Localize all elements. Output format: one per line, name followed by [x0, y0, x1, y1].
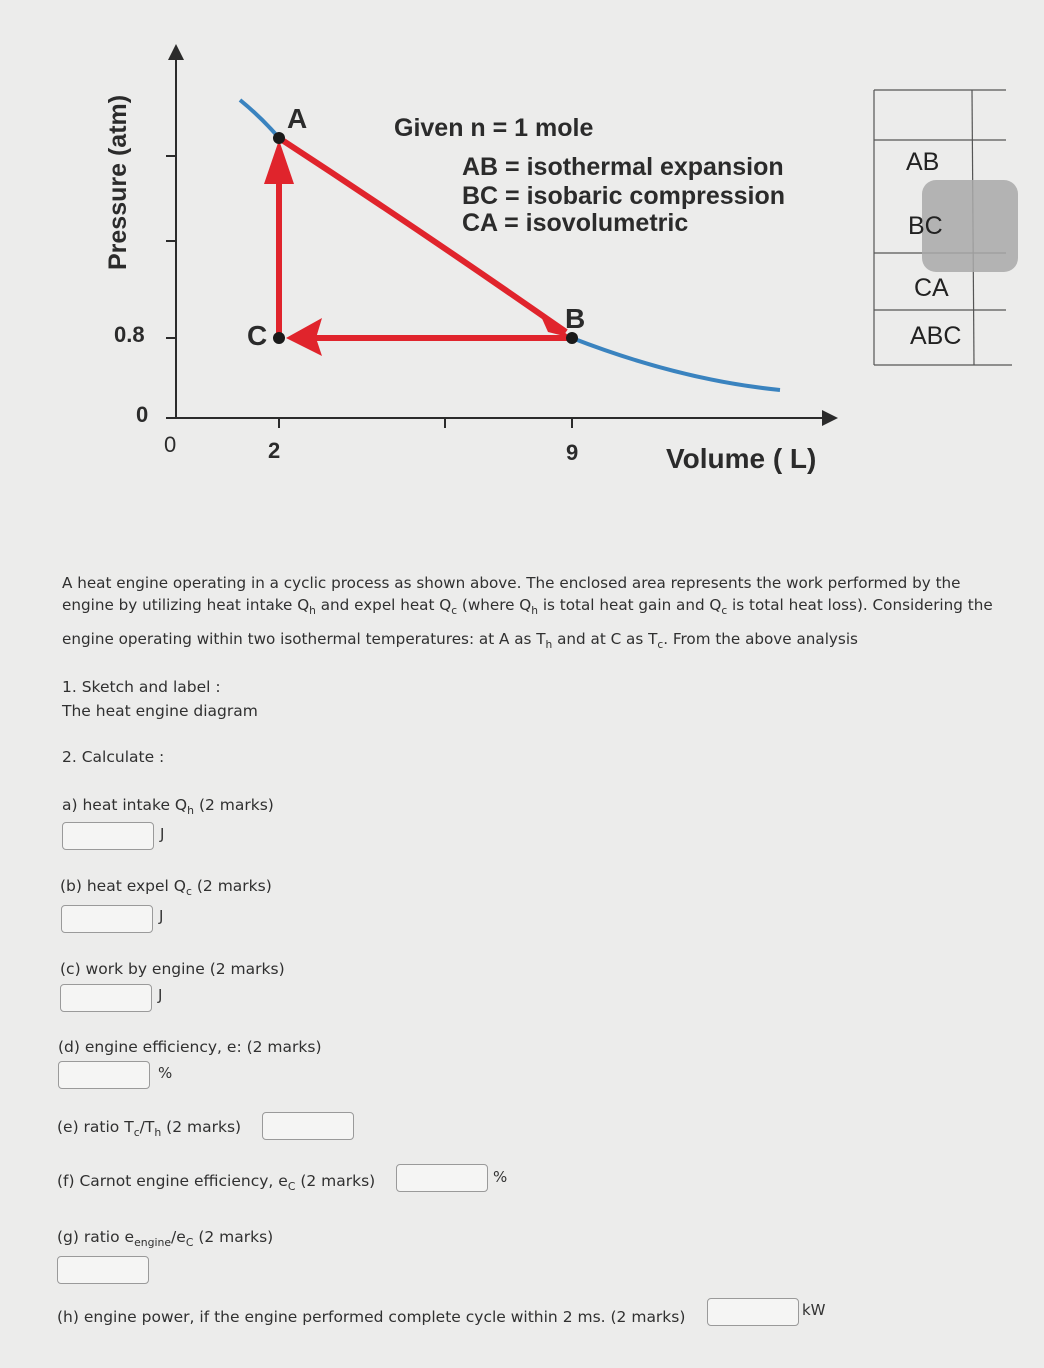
part-d-label: (d) engine efficiency, e: (2 marks)	[58, 1038, 322, 1056]
x-tick-label-2: 2	[268, 438, 281, 463]
answer-b-input[interactable]	[61, 905, 153, 933]
intro-paragraph	[62, 572, 1022, 656]
question-1-title: 1. Sketch and label :	[62, 678, 221, 696]
isotherm-left	[240, 100, 279, 138]
annotation-ca: CA = isovolumetric	[462, 209, 689, 237]
question-1-text: The heat engine diagram	[62, 702, 258, 720]
y-axis-label: Pressure (atm)	[104, 94, 132, 270]
intro-line-3: engine operating within two isothermal temperatures: at A as $T_h$ and at C as $T_c$. From the above analysis	[62, 630, 858, 652]
part-e-label: (e) ratio $T_c/T_h$ (2 marks)	[57, 1118, 242, 1140]
point-c-label: C	[247, 320, 268, 351]
answer-h-input[interactable]	[707, 1298, 799, 1326]
unit-a: J	[160, 825, 165, 843]
unit-f: %	[493, 1168, 508, 1186]
part-a-label: a) heat intake $Q_h$ (2 marks)	[62, 796, 274, 818]
part-b-label: (b) heat expel $Q_c$ (2 marks)	[60, 877, 272, 899]
x-axis-label: Volume ( L)	[666, 443, 817, 474]
unit-d: %	[158, 1064, 173, 1082]
point-a	[273, 132, 285, 144]
answer-f-input[interactable]	[396, 1164, 488, 1192]
intro-line-2: engine by utilizing heat intake $Q_h$ and expel heat $Q_c$ (where $Q_h$ is total heat gain and $Q_c$ is total heat loss). Considering the	[62, 596, 993, 618]
x-axis-arrow	[822, 410, 838, 426]
annotation-bc: BC = isobaric compression	[462, 182, 786, 210]
y-tick-label-0.8: 0.8	[114, 322, 145, 347]
table-row-bc: BC	[908, 212, 943, 240]
y-axis-arrow	[168, 44, 184, 60]
table-row-ab: AB	[906, 148, 940, 176]
annotation-given: Given n = 1 mole	[394, 114, 594, 142]
part-f-label: (f) Carnot engine efficiency, $e_C$ (2 marks)	[57, 1172, 376, 1194]
part-c-label: (c) work by engine (2 marks)	[60, 960, 285, 978]
answer-d-input[interactable]	[58, 1061, 150, 1089]
table-row-ca: CA	[914, 274, 949, 302]
y-tick-label-0: 0	[136, 402, 149, 427]
point-b-label: B	[565, 303, 586, 334]
process-table	[872, 88, 1016, 368]
unit-b: J	[159, 907, 164, 925]
x-tick-label-9: 9	[566, 440, 579, 465]
x-tick-label-0: 0	[164, 432, 177, 457]
answer-g-input[interactable]	[57, 1256, 149, 1284]
point-c	[273, 332, 285, 344]
table-row-abc: ABC	[910, 322, 962, 350]
annotation-ab: AB = isothermal expansion	[462, 153, 784, 181]
answer-a-input[interactable]	[62, 822, 154, 850]
question-2-title: 2. Calculate :	[62, 748, 165, 766]
point-a-label: A	[287, 103, 308, 134]
part-h-label: (h) engine power, if the engine performed complete cycle within 2 ms. (2 marks)	[57, 1308, 686, 1326]
answer-e-input[interactable]	[262, 1112, 354, 1140]
part-g-label: (g) ratio $e_{engine}/e_C$ (2 marks)	[57, 1228, 274, 1250]
answer-c-input[interactable]	[60, 984, 152, 1012]
intro-line-1: A heat engine operating in a cyclic process as shown above. The enclosed area represents the work performed by the	[62, 574, 961, 592]
isotherm-right	[572, 338, 780, 390]
unit-c: J	[158, 986, 163, 1004]
unit-h: kW	[802, 1301, 826, 1319]
